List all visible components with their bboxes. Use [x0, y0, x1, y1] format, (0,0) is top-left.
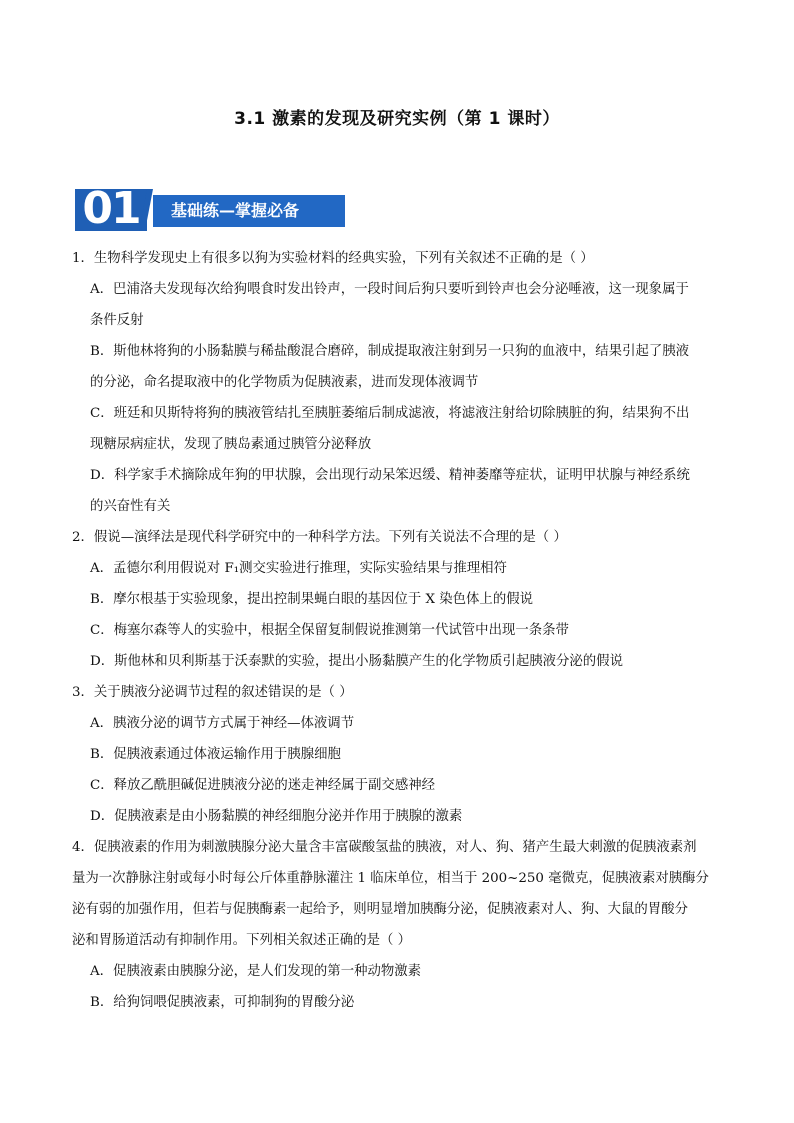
question-1-option-c: C．班廷和贝斯特将狗的胰液管结扎至胰脏萎缩后制成滤液，将滤液注射给切除胰脏的狗，结果狗不出 — [90, 406, 690, 421]
question-1-option-a: A．巴浦洛夫发现每次给狗喂食时发出铃声，一段时间后狗只要听到铃声也会分泌唾液，这一现象属于 — [90, 282, 689, 297]
question-4-stem-line-2: 量为一次静脉注射或每小时每公斤体重静脉灌注 1 临床单位，相当于 200~250 毫微克，促胰液素对胰酶分 — [72, 871, 709, 886]
question-4-option-b: B．给狗饲喂促胰液素，可抑制狗的胃酸分泌 — [90, 995, 355, 1010]
question-1-option-d: D．科学家手术摘除成年狗的甲状腺，会出现行动呆笨迟缓、精神萎靡等症状，证明甲状腺与神经系统 — [90, 468, 690, 483]
question-3-stem: 3．关于胰液分泌调节过程的叙述错误的是（ ） — [72, 685, 353, 700]
question-1-option-c-cont: 现糖尿病症状，发现了胰岛素通过胰管分泌释放 — [90, 437, 372, 452]
question-2-stem: 2．假说—演绎法是现代科学研究中的一种科学方法。下列有关说法不合理的是（ ） — [72, 530, 567, 545]
question-2-option-b: B．摩尔根基于实验现象，提出控制果蝇白眼的基因位于 X 染色体上的假说 — [90, 592, 533, 607]
question-3-option-c: C．释放乙酰胆碱促进胰液分泌的迷走神经属于副交感神经 — [90, 778, 436, 793]
question-1-option-b: B．斯他林将狗的小肠黏膜与稀盐酸混合磨碎，制成提取液注射到另一只狗的血液中，结果引起了胰液 — [90, 344, 690, 359]
question-4-stem: 4．促胰液素的作用为刺激胰腺分泌大量含丰富碳酸氢盐的胰液，对人、狗、猪产生最大刺激的促胰液素剂 — [72, 840, 697, 855]
question-3-option-a: A．胰液分泌的调节方式属于神经—体液调节 — [90, 716, 355, 731]
question-1-option-d-cont: 的兴奋性有关 — [90, 499, 171, 514]
section-number: 01 — [82, 183, 140, 234]
question-3-option-d: D．促胰液素是由小肠黏膜的神经细胞分泌并作用于胰腺的激素 — [90, 809, 463, 824]
question-3-option-b: B．促胰液素通过体液运输作用于胰腺细胞 — [90, 747, 341, 762]
question-4-stem-line-4: 泌和胃肠道活动有抑制作用。下列相关叙述正确的是（ ） — [72, 933, 412, 948]
question-list — [72, 243, 722, 1018]
question-2-option-d: D．斯他林和贝利斯基于沃泰默的实验，提出小肠黏膜产生的化学物质引起胰液分泌的假说 — [90, 654, 623, 669]
question-2-option-c: C．梅塞尔森等人的实验中，根据全保留复制假说推测第一代试管中出现一条条带 — [90, 623, 569, 638]
section-label: 基础练—掌握必备 — [171, 201, 300, 220]
question-1-option-b-cont: 的分泌，命名提取液中的化学物质为促胰液素，进而发现体液调节 — [90, 375, 479, 390]
question-4-option-a: A．促胰液素由胰腺分泌，是人们发现的第一种动物激素 — [90, 964, 422, 979]
page-title: 3.1 激素的发现及研究实例（第 1 课时） — [234, 109, 560, 129]
question-1-stem: 1．生物科学发现史上有很多以狗为实验材料的经典实验，下列有关叙述不正确的是（ ） — [72, 251, 594, 266]
question-4-stem-line-3: 泌有弱的加强作用，但若与促胰酶素一起给予，则明显增加胰酶分泌，促胰液素对人、狗、大鼠的胃酸分 — [72, 902, 688, 917]
question-1-option-a-cont: 条件反射 — [90, 313, 144, 328]
section-banner — [75, 183, 345, 234]
question-2-option-a: A．孟德尔利用假说对 F₁测交实验进行推理，实际实验结果与推理相符 — [90, 561, 507, 576]
banner-slash-icon — [139, 189, 153, 231]
